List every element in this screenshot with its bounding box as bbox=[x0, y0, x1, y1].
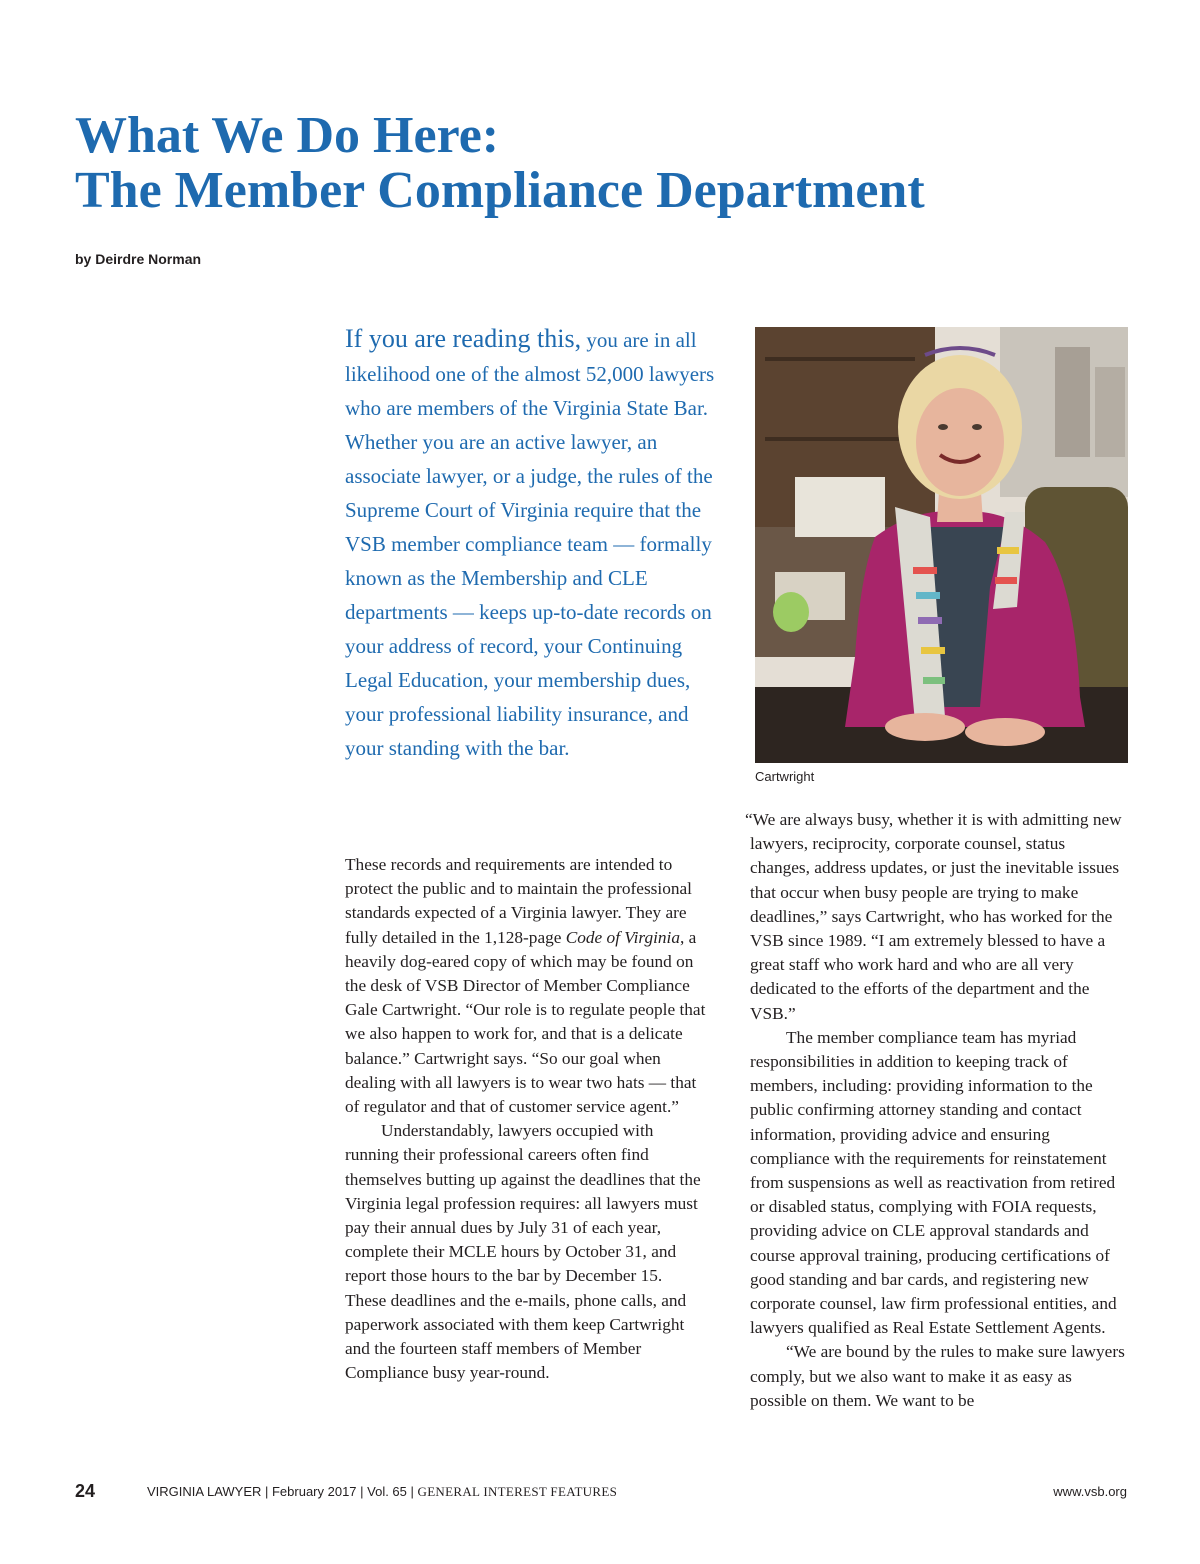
section-name: GENERAL INTEREST FEATURES bbox=[417, 1484, 618, 1499]
body-paragraph: “We are always busy, whether it is with admitting new lawyers, reciprocity, corporate counsel, status changes, address updates, or just the inevitable issues that occur when busy people are trying to make deadlines,” says Cartwright, who has worked for the VSB since 1989. “I am extremely blessed to have a great staff who work hard and who are all very dedicated to the efforts of the department and the VSB.” bbox=[745, 810, 1122, 1023]
publication-info: VIRGINIA LAWYER | February 2017 | Vol. 65 | bbox=[147, 1484, 418, 1499]
title-line-2: The Member Compliance Department bbox=[75, 162, 925, 219]
photo-caption: Cartwright bbox=[755, 769, 815, 784]
running-head bbox=[147, 1484, 617, 1500]
page-footer bbox=[75, 1481, 1127, 1506]
lede-paragraph bbox=[345, 322, 730, 765]
right-hand bbox=[965, 718, 1045, 746]
body-paragraph bbox=[345, 853, 707, 1119]
body-column-right bbox=[745, 808, 1128, 1413]
body-text: These records and requirements are intended to protect the public and to maintain the professional standards expected of a Virginia lawyer. They are fully detailed in the 1,128-page bbox=[345, 855, 692, 947]
desk-papers bbox=[795, 477, 885, 537]
body-paragraph: “We are bound by the rules to make sure lawyers comply, but we also want to make it as easy as possible on them. We want to be bbox=[750, 1342, 1125, 1410]
body-column-left bbox=[345, 853, 707, 1385]
portrait-illustration bbox=[755, 327, 1128, 763]
body-text: , a heavily dog-eared copy of which may be found on the desk of VSB Director of Member Compliance Gale Cartwright. “Our role is to regulate people that we also happen to work for, and that is a delicate balance.” Cartwright says. “So our goal when dealing with all lawyers is to wear two hats — that of regulator and that of customer service agent.” bbox=[345, 927, 706, 1117]
body-paragraph: Understandably, lawyers occupied with running their professional careers often find themselves butting up against the deadlines that the Virginia legal profession requires: all lawyers must pay their annual dues by July 31 of each year, complete their MCLE hours by October 31, and report those hours to the bar by December 15. These deadlines and the e-mails, phone calls, and paperwork associated with them keep Cartwright and the fourteen staff members of Member Compliance busy year-round. bbox=[345, 1121, 701, 1383]
byline: by Deirdre Norman bbox=[75, 251, 202, 267]
lede-text: you are in all likelihood one of the almost 52,000 lawyers who are members of the Virginia State Bar. Whether you are an active lawyer, an associate lawyer, or a judge, the rules of the Supreme Court of Virginia require that the VSB member compliance team — formally known as the Membership and CLE departments — keeps up-to-date records on your address of record, your Continuing Legal Education, your membership dues, your professional liability insurance, and your standing with the bar. bbox=[345, 328, 715, 760]
body-paragraph: The member compliance team has myriad responsibilities in addition to keeping track of members, including: providing information to the public confirming attorney standing and contact information, providing advice and ensuring compliance with the requirements for reinstatement from suspensions as well as reactivation from retired or disabled status, complying with FOIA requests, providing advice on CLE approval standards and course approval training, producing certifications of good standing and bar cards, and registering new corporate counsel, law firm professional entities, and lawyers qualified as Real Estate Settlement Agents. bbox=[750, 1027, 1117, 1338]
face bbox=[916, 388, 1004, 496]
left-hand bbox=[885, 713, 965, 741]
article-title bbox=[75, 108, 1135, 218]
book-title: Code of Virginia bbox=[565, 927, 680, 947]
website-link[interactable]: www.vsb.org bbox=[1053, 1484, 1127, 1499]
portrait-photo bbox=[755, 327, 1128, 763]
page-number: 24 bbox=[75, 1481, 96, 1501]
green-mug bbox=[773, 592, 809, 632]
title-line-1: What We Do Here: bbox=[75, 107, 500, 164]
lede-lead-in: If you are reading this, bbox=[345, 324, 582, 353]
